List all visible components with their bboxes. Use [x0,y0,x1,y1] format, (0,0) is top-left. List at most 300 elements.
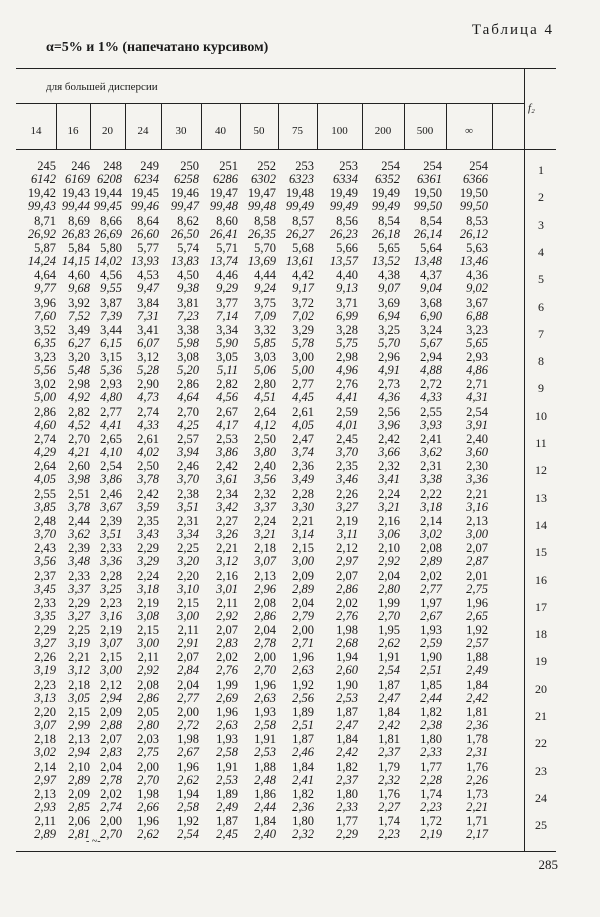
cell-1pct: 99,48 [209,199,238,214]
cell-5pct: 2,27 [216,513,238,528]
cell-1pct: 99,43 [27,199,56,214]
cell-1pct: 2,67 [420,608,442,623]
cell-1pct: 3,26 [216,526,238,541]
cell-5pct: 2,03 [137,732,159,747]
row-label-f2: 6 [538,299,544,314]
row-label-f2: 4 [538,244,544,259]
cell-1pct: 3,56 [254,472,276,487]
cell-1pct: 2,88 [100,718,122,732]
cell-5pct: 1,77 [420,759,442,774]
cell-1pct: 5,36 [100,363,122,378]
cell-1pct: 3,00 [100,663,122,678]
cell-5pct: 2,20 [34,705,56,719]
cell-5pct: 4,60 [68,268,90,283]
cell-5pct: 3,67 [466,295,488,310]
cell-5pct: 2,32 [254,486,276,501]
cell-5pct: 2,24 [137,568,159,583]
cell-5pct: 4,42 [292,268,314,283]
cell-1pct: 3,07 [254,554,276,569]
cell-5pct: 254 [423,159,442,173]
cell-1pct: 99,50 [459,199,488,214]
cell-5pct: 1,80 [420,732,442,747]
cell-5pct: 2,18 [254,541,276,556]
cell-1pct: 2,23 [420,799,442,814]
cell-5pct: 8,54 [420,213,442,228]
cell-1pct: 3,70 [177,472,199,487]
cell-5pct: 1,76 [466,759,488,774]
cell-5pct: 2,74 [137,404,159,419]
cell-5pct: 2,18 [34,732,56,747]
cell-5pct: 2,54 [100,459,122,474]
page-mark: - ~- [86,836,101,847]
cell-1pct: 14,15 [61,253,90,268]
row-label-f2: 16 [535,572,547,587]
header-caption: для большей дисперсии [46,81,158,93]
cell-1pct: 5,00 [292,363,314,378]
cell-1pct: 3,02 [34,745,56,760]
cell-1pct: 2,62 [177,772,199,787]
cell-1pct: 5,65 [466,335,488,350]
cell-1pct: 26,23 [329,226,358,241]
cell-5pct: 1,84 [466,677,488,692]
cell-5pct: 2,61 [137,432,159,446]
cell-5pct: 3,38 [177,322,199,337]
cell-1pct: 9,68 [68,281,90,296]
cell-1pct: 2,89 [420,554,442,569]
cell-1pct: 2,85 [68,799,90,814]
cell-1pct: 3,20 [177,554,199,569]
cell-1pct: 2,53 [336,690,358,705]
cell-1pct: 7,39 [100,308,122,323]
cell-5pct: 1,80 [336,786,358,801]
cell-5pct: 250 [180,159,199,173]
cell-5pct: 1,96 [292,650,314,665]
cell-5pct: 1,98 [137,786,159,801]
column-header-f1-20: 20 [102,125,113,137]
cell-1pct: 2,53 [254,745,276,760]
cell-1pct: 2,37 [336,772,358,787]
cell-5pct: 4,38 [378,268,400,283]
cell-5pct: 3,87 [100,295,122,310]
cell-1pct: 13,74 [209,253,238,268]
cell-5pct: 3,08 [177,350,199,365]
cell-1pct: 2,87 [466,554,488,569]
cell-5pct: 1,98 [177,732,199,747]
cell-5pct: 2,93 [100,377,122,392]
cell-5pct: 19,47 [209,186,238,201]
row-label-f2: 20 [535,681,547,696]
row-label-f2: 24 [535,790,547,805]
cell-1pct: 2,40 [254,827,276,842]
cell-5pct: 1,97 [420,595,442,610]
cell-5pct: 2,51 [68,486,90,501]
cell-5pct: 2,60 [68,459,90,474]
cell-1pct: 2,80 [378,581,400,596]
cell-1pct: 3,21 [378,499,400,514]
cell-5pct: 2,13 [34,786,56,801]
cell-1pct: 2,72 [177,718,199,732]
cell-5pct: 2,15 [177,595,199,610]
cell-5pct: 19,44 [93,186,122,201]
cell-1pct: 2,70 [378,608,400,623]
cell-5pct: 1,84 [378,705,400,719]
cell-1pct: 3,56 [34,554,56,569]
cell-1pct: 3,18 [137,581,159,596]
cell-5pct: 3,25 [378,322,400,337]
cell-5pct: 2,46 [177,459,199,474]
cell-5pct: 5,64 [420,240,442,255]
cell-1pct: 2,89 [34,827,56,842]
cell-1pct: 2,83 [216,636,238,651]
cell-5pct: 4,44 [254,268,276,283]
cell-1pct: 3,14 [292,526,314,541]
cell-5pct: 1,96 [466,595,488,610]
cell-1pct: 9,77 [34,281,56,296]
row-label-f2: 5 [538,272,544,287]
cell-5pct: 245 [37,159,56,173]
cell-1pct: 2,89 [68,772,90,787]
cell-5pct: 2,44 [68,513,90,528]
cell-5pct: 2,76 [336,377,358,392]
column-header-f1-75: 75 [292,125,303,137]
cell-1pct: 2,56 [292,690,314,705]
cell-5pct: 2,12 [100,677,122,692]
cell-1pct: 6352 [375,172,400,186]
cell-1pct: 6258 [174,172,199,186]
cell-1pct: 9,13 [336,281,358,296]
cell-1pct: 2,86 [137,690,159,705]
cell-5pct: 2,70 [177,404,199,419]
cell-5pct: 3,52 [34,322,56,337]
cell-1pct: 5,00 [34,390,56,405]
cell-1pct: 3,38 [420,472,442,487]
cell-5pct: 1,99 [216,677,238,692]
cell-5pct: 2,73 [378,377,400,392]
cell-1pct: 4,01 [336,417,358,432]
cell-1pct: 3,19 [34,663,56,678]
cell-1pct: 6,90 [420,308,442,323]
cell-5pct: 2,57 [177,432,199,446]
cell-5pct: 2,13 [68,732,90,747]
cell-1pct: 4,64 [177,390,199,405]
cell-1pct: 7,23 [177,308,199,323]
cell-5pct: 2,02 [420,568,442,583]
cell-1pct: 6323 [289,172,314,186]
cell-1pct: 3,80 [254,445,276,459]
cell-5pct: 19,46 [170,186,199,201]
cell-5pct: 1,84 [336,732,358,747]
cell-5pct: 2,15 [292,541,314,556]
cell-5pct: 2,33 [68,568,90,583]
row-label-f2: 22 [535,736,547,751]
cell-5pct: 2,09 [292,568,314,583]
cell-5pct: 2,06 [68,814,90,829]
cell-5pct: 2,59 [336,404,358,419]
cell-5pct: 1,74 [378,814,400,829]
f-distribution-table [16,66,556,853]
cell-1pct: 4,88 [420,363,442,378]
cell-5pct: 2,02 [336,595,358,610]
cell-1pct: 3,91 [466,417,488,432]
cell-1pct: 3,60 [466,445,488,459]
cell-1pct: 4,12 [254,417,276,432]
cell-1pct: 2,60 [336,663,358,678]
cell-5pct: 8,69 [68,213,90,228]
cell-5pct: 2,40 [466,432,488,446]
cell-5pct: 2,07 [216,623,238,638]
cell-5pct: 2,14 [34,759,56,774]
cell-1pct: 6366 [463,172,488,186]
cell-1pct: 2,57 [466,636,488,651]
cell-1pct: 2,70 [137,772,159,787]
cell-1pct: 9,07 [378,281,400,296]
cell-5pct: 2,34 [216,486,238,501]
cell-5pct: 1,91 [216,759,238,774]
cell-5pct: 2,22 [420,486,442,501]
cell-1pct: 26,50 [170,226,199,241]
column-header-f1-40: 40 [215,125,226,137]
cell-1pct: 2,92 [216,608,238,623]
cell-1pct: 2,51 [292,718,314,732]
row-label-f2: 13 [535,490,547,505]
cell-5pct: 5,65 [378,240,400,255]
cell-1pct: 13,48 [413,253,442,268]
row-label-f2: 19 [535,654,547,669]
cell-1pct: 9,55 [100,281,122,296]
cell-5pct: 2,55 [34,486,56,501]
cell-5pct: 1,80 [292,814,314,829]
cell-1pct: 5,90 [216,335,238,350]
cell-1pct: 4,05 [34,472,56,487]
cell-5pct: 2,90 [137,377,159,392]
cell-5pct: 2,26 [34,650,56,665]
cell-1pct: 2,29 [336,827,358,842]
cell-5pct: 2,08 [420,541,442,556]
cell-1pct: 3,19 [68,636,90,651]
cell-5pct: 2,48 [34,513,56,528]
cell-5pct: 3,41 [137,322,159,337]
cell-5pct: 1,81 [466,705,488,719]
cell-1pct: 2,36 [292,799,314,814]
cell-5pct: 2,82 [68,404,90,419]
cell-5pct: 2,00 [100,814,122,829]
cell-1pct: 3,21 [254,526,276,541]
cell-1pct: 3,00 [466,526,488,541]
cell-5pct: 1,93 [216,732,238,747]
cell-5pct: 5,74 [177,240,199,255]
cell-5pct: 2,21 [466,486,488,501]
cell-5pct: 2,39 [68,541,90,556]
cell-1pct: 3,34 [177,526,199,541]
column-header-f1-16: 16 [67,125,79,137]
cell-1pct: 2,78 [254,636,276,651]
cell-1pct: 4,80 [100,390,122,405]
cell-5pct: 5,66 [336,240,358,255]
cell-5pct: 3,00 [292,350,314,365]
cell-5pct: 2,08 [137,677,159,692]
cell-5pct: 1,92 [292,677,314,692]
cell-5pct: 8,64 [137,213,159,228]
cell-5pct: 2,42 [378,432,400,446]
cell-1pct: 3,66 [378,445,400,459]
row-label-f2: 25 [535,818,547,833]
cell-1pct: 6,88 [466,308,488,323]
cell-5pct: 1,84 [254,814,276,829]
cell-5pct: 2,02 [100,786,122,801]
cell-1pct: 2,94 [68,745,90,760]
cell-5pct: 2,42 [137,486,159,501]
cell-5pct: 2,15 [68,705,90,719]
cell-1pct: 4,92 [68,390,90,405]
cell-5pct: 2,23 [34,677,56,692]
cell-5pct: 2,16 [378,513,400,528]
cell-5pct: 2,12 [336,541,358,556]
cell-1pct: 3,25 [100,581,122,596]
cell-1pct: 5,98 [177,335,199,350]
cell-1pct: 7,09 [254,308,276,323]
cell-1pct: 13,57 [329,253,358,268]
row-label-f2: 15 [535,545,547,560]
cell-1pct: 2,76 [216,663,238,678]
cell-1pct: 2,28 [420,772,442,787]
row-label-f2: 21 [535,709,547,723]
cell-1pct: 2,44 [254,799,276,814]
cell-1pct: 3,93 [420,417,442,432]
column-header-f1-∞: ∞ [465,125,473,137]
cell-1pct: 3,49 [292,472,314,487]
cell-1pct: 2,89 [292,581,314,596]
cell-5pct: 2,20 [177,568,199,583]
header-col-divider [492,103,493,149]
cell-5pct: 2,05 [137,705,159,719]
cell-5pct: 2,50 [137,459,159,474]
cell-5pct: 1,92 [466,623,488,638]
cell-1pct: 2,49 [216,799,238,814]
cell-1pct: 2,38 [420,718,442,732]
cell-1pct: 4,52 [68,417,90,432]
cell-1pct: 4,25 [177,417,199,432]
cell-5pct: 3,96 [34,295,56,310]
cell-5pct: 5,63 [466,240,488,255]
cell-1pct: 9,24 [254,281,276,296]
cell-5pct: 2,53 [216,432,238,446]
cell-1pct: 4,41 [100,417,122,432]
row-label-f2: 11 [535,436,547,450]
cell-1pct: 4,33 [137,417,159,432]
cell-1pct: 2,74 [100,799,122,814]
cell-1pct: 4,05 [292,417,314,432]
cell-5pct: 8,56 [336,213,358,228]
cell-5pct: 2,00 [292,623,314,638]
cell-1pct: 14,24 [27,253,56,268]
table-bottom-rule [16,851,556,852]
cell-5pct: 2,00 [137,759,159,774]
cell-1pct: 99,44 [61,199,90,214]
cell-1pct: 2,75 [137,745,159,760]
cell-5pct: 3,77 [216,295,238,310]
cell-5pct: 1,72 [420,814,442,829]
cell-1pct: 2,21 [466,799,488,814]
cell-1pct: 5,20 [177,363,199,378]
cell-1pct: 2,86 [254,608,276,623]
cell-1pct: 3,45 [34,581,56,596]
cell-5pct: 3,29 [292,322,314,337]
cell-1pct: 2,51 [420,663,442,678]
cell-1pct: 3,27 [34,636,56,651]
cell-1pct: 2,58 [216,745,238,760]
cell-1pct: 2,37 [378,745,400,760]
cell-1pct: 4,29 [34,445,56,459]
cell-1pct: 2,44 [420,690,442,705]
cell-5pct: 2,11 [34,814,56,829]
cell-1pct: 13,93 [130,253,159,268]
cell-5pct: 3,34 [216,322,238,337]
cell-5pct: 2,37 [34,568,56,583]
cell-5pct: 2,43 [34,541,56,556]
cell-5pct: 1,94 [336,650,358,665]
row-label-f2: 17 [535,599,547,614]
cell-1pct: 3,11 [337,526,358,541]
cell-5pct: 2,56 [378,404,400,419]
cell-1pct: 3,70 [34,526,56,541]
cell-1pct: 2,62 [378,636,400,651]
cell-5pct: 2,01 [466,568,488,583]
cell-5pct: 2,19 [100,623,122,638]
cell-5pct: 1,96 [254,677,276,692]
cell-1pct: 4,02 [137,445,159,459]
cell-5pct: 4,37 [420,268,442,283]
cell-5pct: 1,96 [137,814,159,829]
cell-1pct: 2,42 [336,745,358,760]
cell-5pct: 2,31 [177,513,199,528]
cell-1pct: 6,35 [34,335,56,350]
cell-1pct: 26,14 [413,226,442,241]
cell-5pct: 1,89 [216,786,238,801]
cell-5pct: 8,62 [177,213,199,228]
cell-1pct: 2,63 [254,690,276,705]
cell-5pct: 5,84 [68,240,90,255]
cell-1pct: 3,85 [34,499,56,514]
cell-1pct: 4,31 [466,390,488,405]
cell-1pct: 3,37 [68,581,90,596]
column-header-f1-200: 200 [374,125,392,137]
cell-5pct: 1,93 [420,623,442,638]
cell-1pct: 3,07 [34,718,56,732]
cell-1pct: 4,51 [254,390,276,405]
cell-1pct: 2,19 [420,827,442,842]
cell-5pct: 2,10 [378,541,400,556]
cell-5pct: 1,89 [292,705,314,719]
cell-1pct: 6,94 [378,308,400,323]
cell-5pct: 2,42 [216,459,238,474]
cell-1pct: 99,49 [329,199,358,214]
cell-5pct: 8,58 [254,213,276,228]
cell-1pct: 3,12 [68,663,90,678]
cell-5pct: 3,49 [68,322,90,337]
cell-5pct: 1,91 [378,650,400,665]
cell-1pct: 2,75 [466,581,488,596]
cell-1pct: 3,43 [137,526,159,541]
cell-5pct: 4,56 [100,268,122,283]
cell-1pct: 7,02 [292,308,314,323]
cell-5pct: 3,28 [336,322,358,337]
cell-5pct: 2,04 [177,677,199,692]
cell-1pct: 4,73 [137,390,159,405]
row-label-f2: 12 [535,463,547,478]
cell-5pct: 2,72 [420,377,442,392]
cell-1pct: 6,27 [68,335,90,350]
cell-1pct: 2,70 [254,663,276,678]
